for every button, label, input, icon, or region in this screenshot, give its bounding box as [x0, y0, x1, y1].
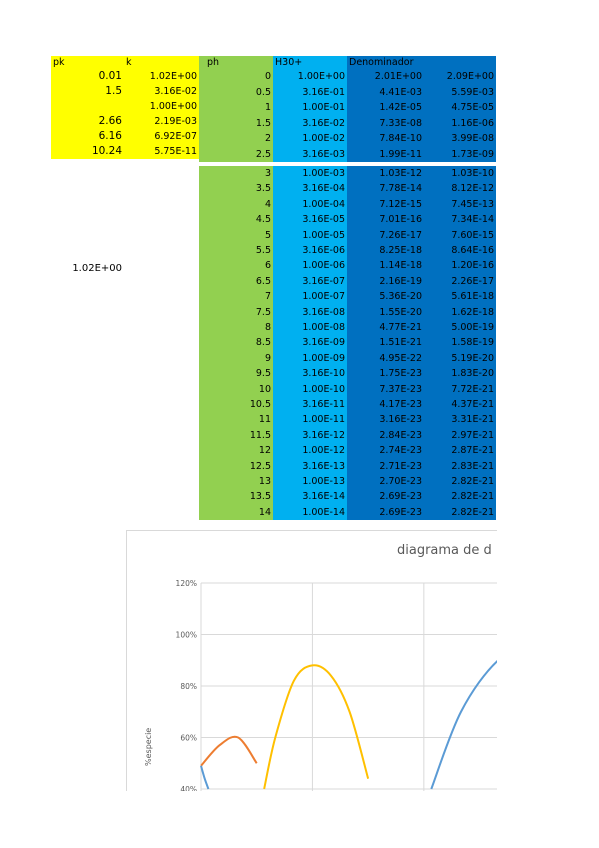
denominator-2-cell[interactable]: 2.87E-21	[424, 443, 496, 458]
y-tick-label: 100%	[175, 630, 197, 640]
ph-cell[interactable]: 3	[199, 166, 273, 181]
denominator-cell[interactable]: 7.37E-23	[347, 382, 424, 397]
denominator-2-cell[interactable]: 1.20E-16	[424, 258, 496, 273]
ph-cell[interactable]: 11	[199, 412, 273, 427]
denominator-2-cell[interactable]: 8.64E-16	[424, 243, 496, 258]
denominator-2-cell[interactable]: 7.72E-21	[424, 382, 496, 397]
denominator-cell[interactable]: 7.84E-10	[347, 131, 424, 147]
k-cell[interactable]: 1.00E+00	[124, 99, 199, 114]
ph-cell[interactable]: 6	[199, 258, 273, 273]
series-line-0	[201, 737, 257, 766]
header-denominador[interactable]: Denominador	[347, 56, 496, 69]
y-axis-label: %especie	[144, 727, 153, 766]
k-cell[interactable]: 5.75E-11	[124, 144, 199, 159]
h3o-cell[interactable]: 3.16E-03	[273, 147, 347, 163]
ph-cell[interactable]: 4	[199, 197, 273, 212]
denominator-cell[interactable]: 1.55E-20	[347, 305, 424, 320]
ph-cell[interactable]: 6.5	[199, 274, 273, 289]
h3o-cell[interactable]: 3.16E-08	[273, 305, 347, 320]
denominator-cell[interactable]: 1.99E-11	[347, 147, 424, 163]
denominator-2-cell[interactable]: 5.59E-03	[424, 85, 496, 101]
denominator-2-cell[interactable]: 1.03E-10	[424, 166, 496, 181]
ph-cell[interactable]: 14	[199, 505, 273, 520]
ph-cell[interactable]: 1.5	[199, 116, 273, 132]
ph-cell[interactable]: 8	[199, 320, 273, 335]
ph-cell[interactable]: 0.5	[199, 85, 273, 101]
denominator-2-cell[interactable]: 1.83E-20	[424, 366, 496, 381]
h3o-cell[interactable]: 1.00E-09	[273, 351, 347, 366]
h3o-cell[interactable]: 3.16E-01	[273, 85, 347, 101]
denominator-cell[interactable]: 2.70E-23	[347, 474, 424, 489]
k-cell[interactable]: 1.02E+00	[124, 69, 199, 84]
h3o-cell[interactable]: 1.00E+00	[273, 69, 347, 85]
pk-cell[interactable]: 6.16	[51, 129, 124, 144]
denominator-cell[interactable]: 7.12E-15	[347, 197, 424, 212]
denominator-cell[interactable]: 2.16E-19	[347, 274, 424, 289]
ph-cell[interactable]: 2.5	[199, 147, 273, 163]
y-tick-label: 120%	[175, 579, 197, 588]
h3o-cell[interactable]: 3.16E-10	[273, 366, 347, 381]
h3o-cell[interactable]: 3.16E-13	[273, 459, 347, 474]
denominator-cell[interactable]: 2.69E-23	[347, 505, 424, 520]
h3o-cell[interactable]: 3.16E-04	[273, 181, 347, 196]
denominator-2-cell[interactable]: 2.83E-21	[424, 459, 496, 474]
y-tick-label: 80%	[180, 682, 197, 691]
denominator-cell[interactable]: 1.51E-21	[347, 335, 424, 350]
h3o-cell[interactable]: 3.16E-14	[273, 489, 347, 504]
denominator-cell[interactable]: 2.01E+00	[347, 69, 424, 85]
h3o-cell[interactable]: 1.00E-12	[273, 443, 347, 458]
ph-cell[interactable]: 9	[199, 351, 273, 366]
h3o-cell[interactable]: 1.00E-05	[273, 228, 347, 243]
denominator-2-cell[interactable]: 7.45E-13	[424, 197, 496, 212]
ph-cell[interactable]: 4.5	[199, 212, 273, 227]
denominator-cell[interactable]: 7.26E-17	[347, 228, 424, 243]
denominator-cell[interactable]: 7.33E-08	[347, 116, 424, 132]
pk-cell[interactable]: 0.01	[51, 69, 124, 84]
h3o-cell[interactable]: 3.16E-11	[273, 397, 347, 412]
series-line-2	[201, 766, 208, 789]
pk-cell[interactable]: 1.5	[51, 84, 124, 99]
denominator-cell[interactable]: 4.17E-23	[347, 397, 424, 412]
h3o-cell[interactable]: 1.00E-14	[273, 505, 347, 520]
k-cell[interactable]: 3.16E-02	[124, 84, 199, 99]
h3o-cell[interactable]: 1.00E-01	[273, 100, 347, 116]
h3o-cell[interactable]: 1.00E-06	[273, 258, 347, 273]
denominator-cell[interactable]: 4.41E-03	[347, 85, 424, 101]
k-cell[interactable]: 2.19E-03	[124, 114, 199, 129]
denominator-cell[interactable]: 5.36E-20	[347, 289, 424, 304]
denominator-cell[interactable]: 1.42E-05	[347, 100, 424, 116]
ph-cell[interactable]: 7.5	[199, 305, 273, 320]
denominator-cell[interactable]: 1.75E-23	[347, 366, 424, 381]
y-tick-label: 40%	[180, 785, 197, 791]
ph-cell[interactable]: 2	[199, 131, 273, 147]
denominator-2-cell[interactable]: 4.37E-21	[424, 397, 496, 412]
chart-plot	[127, 531, 497, 791]
h3o-cell[interactable]: 3.16E-06	[273, 243, 347, 258]
h3o-cell[interactable]: 1.00E-02	[273, 131, 347, 147]
ph-cell[interactable]: 9.5	[199, 366, 273, 381]
denominator-2-cell[interactable]: 2.97E-21	[424, 428, 496, 443]
chart-title: diagrama de d	[397, 543, 492, 558]
ph-cell[interactable]: 8.5	[199, 335, 273, 350]
denominator-cell[interactable]: 3.16E-23	[347, 412, 424, 427]
denominator-cell[interactable]: 4.77E-21	[347, 320, 424, 335]
ph-cell[interactable]: 7	[199, 289, 273, 304]
ph-cell[interactable]: 12	[199, 443, 273, 458]
denominator-2-cell[interactable]: 1.62E-18	[424, 305, 496, 320]
h3o-cell[interactable]: 3.16E-05	[273, 212, 347, 227]
h3o-cell[interactable]: 1.00E-04	[273, 197, 347, 212]
denominator-cell[interactable]: 7.78E-14	[347, 181, 424, 196]
pk-cell[interactable]: 2.66	[51, 114, 124, 129]
denominator-2-cell[interactable]: 7.34E-14	[424, 212, 496, 227]
denominator-cell[interactable]: 2.84E-23	[347, 428, 424, 443]
denominator-2-cell[interactable]: 3.31E-21	[424, 412, 496, 427]
h3o-cell[interactable]: 3.16E-02	[273, 116, 347, 132]
ph-cell[interactable]: 11.5	[199, 428, 273, 443]
header-ph[interactable]: ph	[199, 56, 273, 69]
species-diagram-chart[interactable]	[126, 530, 497, 791]
ph-cell[interactable]: 10	[199, 382, 273, 397]
header-k[interactable]: k	[124, 56, 199, 69]
ph-cell[interactable]: 5	[199, 228, 273, 243]
series-line-3	[431, 643, 497, 789]
series-line-1	[264, 665, 368, 789]
h3o-cell[interactable]: 3.16E-12	[273, 428, 347, 443]
denominator-2-cell[interactable]: 7.60E-15	[424, 228, 496, 243]
denominator-2-cell[interactable]: 1.73E-09	[424, 147, 496, 163]
denominator-2-cell[interactable]: 3.99E-08	[424, 131, 496, 147]
denominator-cell[interactable]: 4.95E-22	[347, 351, 424, 366]
h3o-cell[interactable]: 1.00E-11	[273, 412, 347, 427]
loose-cell-value[interactable]: 1.02E+00	[72, 263, 122, 274]
h3o-cell[interactable]: 1.00E-07	[273, 289, 347, 304]
denominator-cell[interactable]: 2.69E-23	[347, 489, 424, 504]
header-pk[interactable]: pk	[51, 56, 124, 69]
h3o-cell[interactable]: 1.00E-13	[273, 474, 347, 489]
ph-cell[interactable]: 13.5	[199, 489, 273, 504]
denominator-2-cell[interactable]: 2.82E-21	[424, 505, 496, 520]
denominator-2-cell[interactable]: 1.16E-06	[424, 116, 496, 132]
denominator-cell[interactable]: 7.01E-16	[347, 212, 424, 227]
h3o-cell[interactable]: 3.16E-09	[273, 335, 347, 350]
ph-cell[interactable]: 3.5	[199, 181, 273, 196]
k-cell[interactable]: 6.92E-07	[124, 129, 199, 144]
pk-cell[interactable]	[51, 99, 124, 114]
denominator-2-cell[interactable]: 5.00E-19	[424, 320, 496, 335]
denominator-2-cell[interactable]: 2.82E-21	[424, 474, 496, 489]
ph-cell[interactable]: 13	[199, 474, 273, 489]
y-tick-label: 60%	[180, 733, 197, 743]
h3o-cell[interactable]: 1.00E-03	[273, 166, 347, 181]
header-h3o[interactable]: H30+	[273, 56, 347, 69]
ph-cell[interactable]: 0	[199, 69, 273, 85]
denominator-cell[interactable]: 1.03E-12	[347, 166, 424, 181]
denominator-2-cell[interactable]: 5.19E-20	[424, 351, 496, 366]
denominator-2-cell[interactable]: 2.26E-17	[424, 274, 496, 289]
denominator-cell[interactable]: 2.71E-23	[347, 459, 424, 474]
ph-cell[interactable]: 10.5	[199, 397, 273, 412]
h3o-cell[interactable]: 1.00E-08	[273, 320, 347, 335]
denominator-2-cell[interactable]: 5.61E-18	[424, 289, 496, 304]
ph-cell[interactable]: 5.5	[199, 243, 273, 258]
denominator-2-cell[interactable]: 4.75E-05	[424, 100, 496, 116]
denominator-cell[interactable]: 1.14E-18	[347, 258, 424, 273]
ph-cell[interactable]: 12.5	[199, 459, 273, 474]
denominator-2-cell[interactable]: 2.09E+00	[424, 69, 496, 85]
denominator-cell[interactable]: 8.25E-18	[347, 243, 424, 258]
ph-cell[interactable]: 1	[199, 100, 273, 116]
denominator-2-cell[interactable]: 1.58E-19	[424, 335, 496, 350]
denominator-2-cell[interactable]: 2.82E-21	[424, 489, 496, 504]
denominator-cell[interactable]: 2.74E-23	[347, 443, 424, 458]
h3o-cell[interactable]: 1.00E-10	[273, 382, 347, 397]
pk-cell[interactable]: 10.24	[51, 144, 124, 159]
denominator-2-cell[interactable]: 8.12E-12	[424, 181, 496, 196]
h3o-cell[interactable]: 3.16E-07	[273, 274, 347, 289]
